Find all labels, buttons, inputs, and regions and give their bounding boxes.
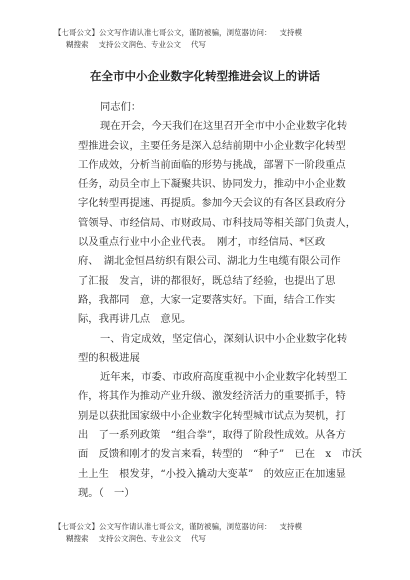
document-title: 在全市中小企业数字化转型推进会议上的讲话 <box>90 69 320 83</box>
footer-line-1 <box>54 521 384 533</box>
body-line: 别是以获批国家级中小企业数字化转型城市试点为契机，打 <box>78 409 346 422</box>
body-line: 型推进会议，主要任务是深入总结前期中小企业数字化转型 <box>78 139 346 152</box>
body-line: 任务，动员全市上下凝聚共识、协同发力，推动中小企业数 <box>78 178 346 191</box>
body-line: 作，将其作为推动产业升级、激发经济活力的重要抓手，特 <box>78 390 346 403</box>
footer-text: 糊搜索 <box>66 534 89 543</box>
section-heading-cont: 型的积极进展 <box>78 351 140 364</box>
footer-text: 【七哥公文】公文写作请认准七哥公文，谨防被骗，浏览器访问： <box>54 522 272 531</box>
footer-text-tail: 支持模 <box>279 522 302 531</box>
header-line-1 <box>54 27 384 39</box>
header-text: 【七哥公文】公文写作请认准七哥公文，谨防被骗，浏览器访问： <box>54 28 272 37</box>
page-footer-notice <box>54 521 384 545</box>
header-text: 支持公文润色、专业公文 <box>98 40 181 49</box>
header-text: 糊搜索 <box>66 40 89 49</box>
body-line: 府、 湖北金恒昌纺织有限公司、湖北力生电缆有限公司作 <box>78 255 341 268</box>
footer-text: 支持公文润色、专业公文 <box>98 534 181 543</box>
body-line: 现。（ 一） <box>78 486 135 499</box>
footer-line-2 <box>54 533 384 545</box>
header-text: 代写 <box>191 40 206 49</box>
body-line: 现在开会，今天我们在这里召开全市中小企业数字化转 <box>100 120 348 133</box>
page-header-notice <box>54 27 384 51</box>
body-line: 近年来，市委、市政府高度重视中小企业数字化转型工 <box>100 371 348 384</box>
body-line: 出 了一系列政策 “组合拳”，取得了阶段性成效。从各方 <box>78 429 346 442</box>
body-line: 字化转型再提速、再提质。参加今天会议的有各区县政府分 <box>78 197 346 210</box>
body-line: 面 反馈和刚才的发言来看，转型的 “种子” 已在 x 市沃 <box>78 448 363 461</box>
body-line: 了汇报 发言，讲的都很好，既总结了经验，也提出了思 <box>78 274 336 287</box>
header-text-tail: 支持模 <box>279 28 302 37</box>
body-line: 以及重点行业中小企业代表。 刚才，市经信局、*区政 <box>78 236 326 249</box>
body-line: 土上生 根发芽，“小投入撬动大变革” 的效应正在加速显 <box>78 467 346 480</box>
body-line: 际，我再讲几点 意见。 <box>78 313 192 326</box>
salutation: 同志们： <box>100 101 142 113</box>
body-line: 工作成效，分析当前面临的形势与挑战，部署下一阶段重点 <box>78 158 346 171</box>
section-heading: 一、肯定成效，坚定信心，深刻认识中小企业数字化转 <box>100 332 348 345</box>
header-line-2 <box>54 39 384 51</box>
body-line: 路，我都同 意，大家一定要落实好。下面，结合工作实 <box>78 293 336 306</box>
body-line: 管领导、市经信局、市财政局、市科技局等相关部门负责人， <box>78 216 357 229</box>
footer-text: 代写 <box>191 534 206 543</box>
document-body <box>78 98 363 503</box>
